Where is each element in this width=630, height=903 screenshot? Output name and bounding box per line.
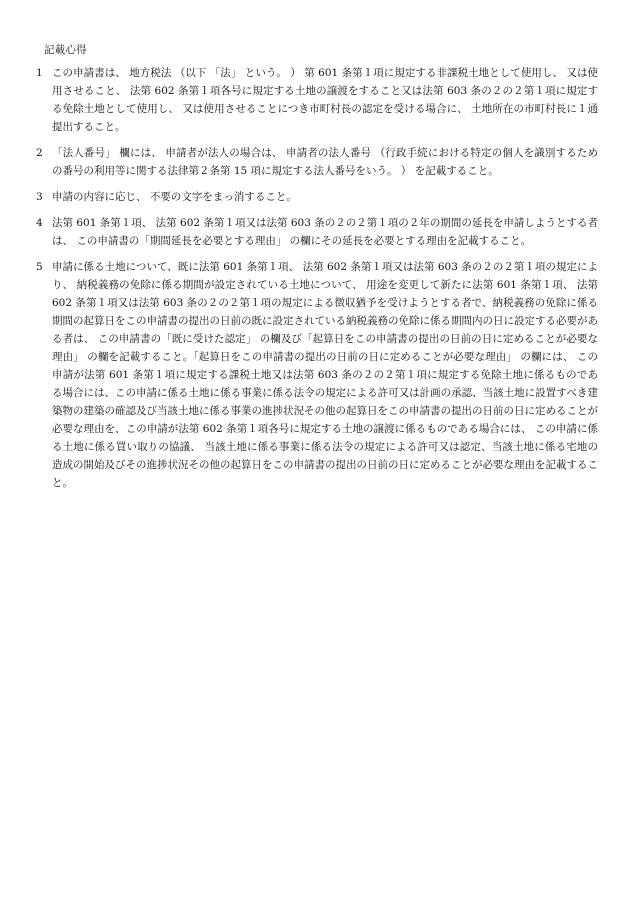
instruction-item-3 <box>36 188 598 206</box>
item-number: 5 <box>36 261 43 273</box>
item-number: 4 <box>36 217 43 229</box>
item-text: 申請の内容に応じ、 不要の文字をまっ消すること。 <box>52 191 297 203</box>
instruction-list <box>36 64 598 500</box>
instruction-item-4 <box>36 214 598 250</box>
instruction-item-5 <box>36 258 598 492</box>
item-text: 法第 601 条第１項、 法第 602 条第１項又は法第 603 条の２の２第１項の２年の期間の延長を申請しようとする者は、 この申請書の「期間延長を必要とする理由」 の欄にその延長を必要とする理由を記載すること。 <box>52 217 598 247</box>
document-heading: 記載心得 <box>44 44 87 56</box>
instruction-item-1 <box>36 64 598 136</box>
item-number: 1 <box>36 67 43 79</box>
item-number: 2 <box>36 147 43 159</box>
item-number: 3 <box>36 191 43 203</box>
instruction-item-2 <box>36 144 598 180</box>
item-text: この申請書は、 地方税法 （以下 「法」 という。 ） 第 601 条第１項に規定する非課税土地として使用し、 又は使用させること、 法第 602 条第１項各号に規定する土地の譲渡をすること又は法第 603 条の２の２第１項に規定する免除土地として使用し、 又は使用させることにつき市町村長の認定を受ける場合に、 土地所在の市町村長に１通提出すること。 <box>52 67 598 133</box>
item-text: 申請に係る土地について、既に法第 601 条第１項、 法第 602 条第１項又は法第 603 条の２の２第１項の規定により、 納税義務の免除に係る期間が設定されている土地について、 用途を変更して新たに法第 601 条第１項、 法第 602 条第１項又は法第 603 条の２の２第１項の規定による徴収猶予を受けようとする者で、納税義務の免除に係る期間の起算日をこの申請書の提出の日前の既に設定されている納税義務の免除に係る期間内の日に設定する必要がある者は、 この申請書の「既に受けた認定」 の欄及び「起算日をこの申請書の提出の日前の日に定めることが必要な理由」 の欄を記載すること。「起算日をこの申請書の提出の日前の日に定めることが必要な理由」 の欄には、 この申請が法第 601 条第１項に規定する課税土地又は法第 603 条の２の２第１項に規定する免除土地に係るものである場合には、この申請に係る土地に係る事業に係る法令の規定による許可又は計画の承認、当該土地に設置すべき建築物の建築の確認及び当該土地に係る事業の進捗状況その他の起算日をこの申請書の提出の日前の日に定めることが必要な理由を、この申請が法第 602 条第１項各号に規定する土地の譲渡に係るものである場合には、 この申請に係る土地に係る買い取りの協議、 当該土地に係る事業に係る法令の規定による許可又は認定、当該土地に係る宅地の造成の開始及びその進捗状況その他の起算日をこの申請書の提出の日前の日に定めることが必要な理由を記載すること。 <box>52 261 598 489</box>
item-text: 「法人番号」 欄には、 申請者が法人の場合は、 申請者の法人番号 （行政手続における特定の個人を識別するための番号の利用等に関する法律第２条第 15 項に規定する法人番号をいう。 ） を記載すること。 <box>52 147 598 177</box>
